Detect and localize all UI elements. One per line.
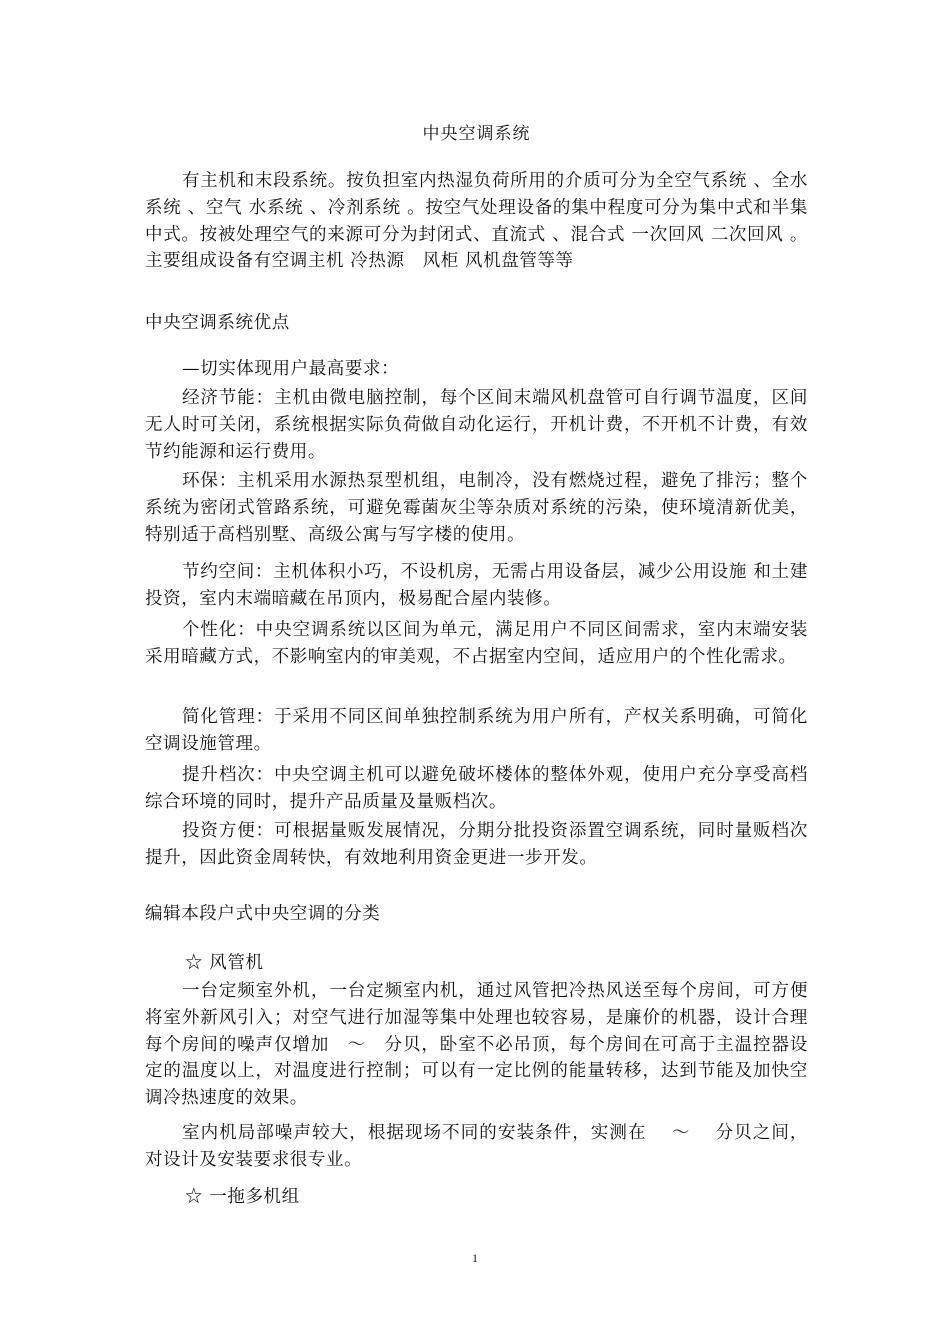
type-duct-machine: ☆ 风管机: [185, 953, 264, 973]
advantage-environment: 环保：主机采用水源热泵型机组，电制冷，没有燃烧过程，避免了排污；整个系统为密闭式管路系统，可避免霉菌灰尘等杂质对系统的污染，使环境清新优美，特别适于高档别墅、高级公寓与写字楼的使用。: [145, 471, 808, 545]
advantages-lead: —切实体现用户最高要求：: [182, 359, 400, 379]
intro-paragraph: 有主机和末段系统。按负担室内热湿负荷所用的介质可分为全空气系统 、全水系统 、空气 水系统 、冷剂系统 。按空气处理设备的集中程度可分为集中式和半集中式。按被处理空气的来源可分为封闭式、直流式 、混合式 一次回风 二次回风 。主要组成设备有空调主机 冷热源 风柜 风机盘管等等: [145, 171, 808, 272]
duct-machine-description: 一台定频室外机，一台定频室内机，通过风管把冷热风送至每个房间，可方便将室外新风引入；对空气进行加湿等集中处理也较容易，是廉价的机器，设计合理每个房间的噪声仅增加 ～ 分贝，卧室不必吊顶，每个房间在可高于主温控器设定的温度以上，对温度进行控制；可以有一定比例的能量转移，达到节能及加快空调冷热速度的效果。: [145, 981, 808, 1109]
advantage-management: 简化管理：于采用不同区间单独控制系统为用户所有，产权关系明确，可简化空调设施管理。: [145, 707, 808, 754]
section-heading-advantages: 中央空调系统优点: [145, 313, 290, 333]
page-number: 1: [472, 1251, 478, 1265]
section-heading-classification: 编辑本段户式中央空调的分类: [145, 904, 381, 924]
page-title: 中央空调系统: [422, 124, 531, 144]
advantage-space: 节约空间：主机体积小巧，不设机房，无需占用设备层，减少公用设施 和土建投资，室内末端暗藏在吊顶内，极易配合屋内装修。: [145, 562, 808, 609]
advantage-economy: 经济节能：主机由微电脑控制，每个区间末端风机盘管可自行调节温度，区间无人时可关闭，系统根据实际负荷做自动化运行，开机计费，不开机不计费，有效节约能源和运行费用。: [145, 388, 808, 462]
type-multi-split: ☆ 一拖多机组: [185, 1187, 300, 1207]
advantage-grade: 提升档次：中央空调主机可以避免破坏楼体的整体外观，使用户充分享受高档综合环境的同时，提升产品质量及量贩档次。: [145, 765, 808, 812]
advantage-investment: 投资方便：可根据量贩发展情况，分期分批投资添置空调系统，同时量贩档次提升，因此资金周转快，有效地利用资金更进一步开发。: [145, 821, 808, 868]
duct-machine-noise: 室内机局部噪声较大，根据现场不同的安装条件，实测在 ～ 分贝之间，对设计及安装要求很专业。: [145, 1123, 808, 1170]
advantage-personalization: 个性化：中央空调系统以区间为单元，满足用户不同区间需求，室内末端安装采用暗藏方式，不影响室内的审美观，不占据室内空间，适应用户的个性化需求。: [145, 620, 808, 667]
